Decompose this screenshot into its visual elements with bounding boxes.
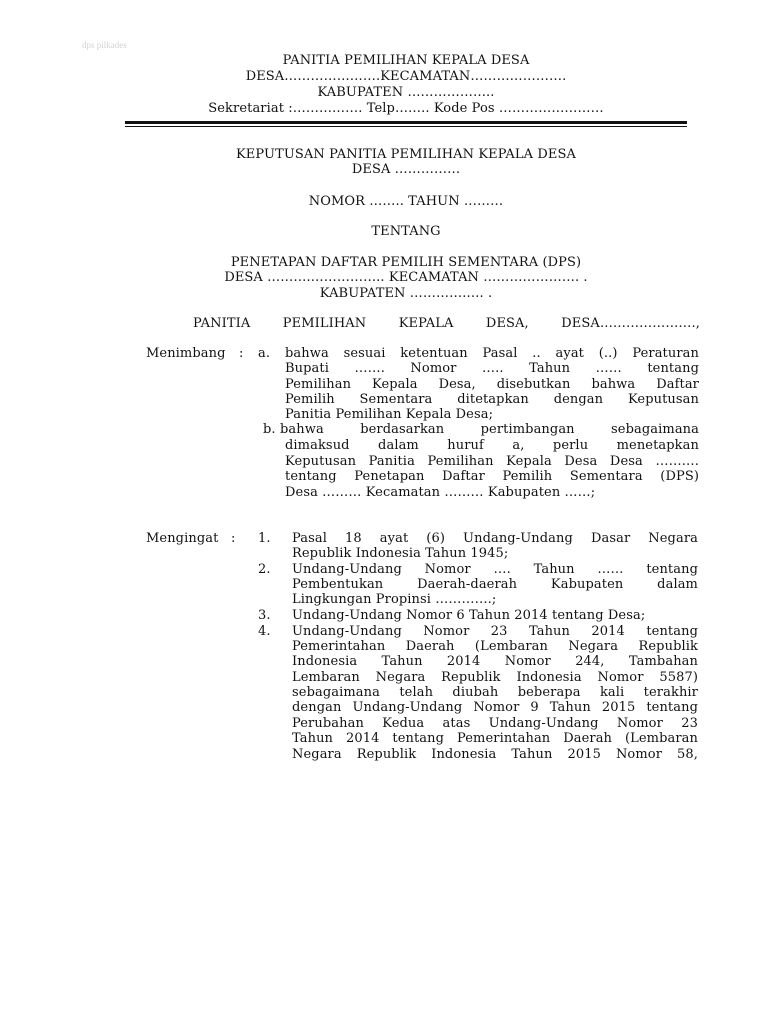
decree-tentang: TENTANG [371, 224, 441, 239]
menimbang-a-line: bahwa sesuai ketentuan Pasal .. ayat (..) Peraturan [285, 346, 699, 361]
mengingat-line: Undang-Undang Nomor …. Tahun …… tentang [292, 562, 698, 577]
letterhead-sekretariat: Sekretariat :……………. Telp…….. Kode Pos …………………… [208, 101, 604, 116]
mengingat-line: Undang-Undang Nomor 23 Tahun 2014 tentang [292, 624, 698, 639]
mengingat-item-marker: 1. [258, 531, 271, 546]
mengingat-line: Negara Republik Indonesia Tahun 2015 Nomor 58, [292, 747, 698, 762]
decree-subject: PENETAPAN DAFTAR PEMILIH SEMENTARA (DPS) [230, 255, 582, 270]
menimbang-b-line: Desa ……… Kecamatan ……… Kabupaten ……; [285, 485, 596, 500]
decree-number: NOMOR …….. TAHUN ……… [308, 194, 504, 209]
decree-desa: DESA …………… [351, 162, 461, 177]
mengingat-line: dengan Undang-Undang Nomor 9 Tahun 2015 tentang [292, 700, 698, 715]
watermark-text: dps pilkades [82, 40, 127, 50]
letterhead-thin-rule [125, 126, 687, 127]
mengingat-line: Pemerintahan Daerah (Lembaran Negara Republik [292, 639, 698, 654]
menimbang-a-line: Panitia Pemilihan Kepala Desa; [285, 407, 494, 422]
menimbang-a-line: Pemilihan Kepala Desa, disebutkan bahwa Daftar [285, 377, 699, 392]
mengingat-line: Indonesia Tahun 2014 Nomor 244, Tambahan [292, 654, 698, 669]
mengingat-line: Perubahan Kedua atas Undang-Undang Nomor 23 [292, 716, 698, 731]
mengingat-line: Pembentukan Daerah-daerah Kabupaten dalam [292, 577, 698, 592]
mengingat-line: Republik Indonesia Tahun 1945; [292, 546, 509, 561]
letterhead-thick-rule [125, 121, 687, 124]
letterhead-title: PANITIA PEMILIHAN KEPALA DESA [282, 53, 530, 68]
decree-subject-desa: DESA ……….…………….. KECAMATAN …………………. . [224, 270, 588, 285]
mengingat-line: sebagaimana telah diubah beberapa kali terakhir [292, 685, 698, 700]
mengingat-item-marker: 3. [258, 608, 271, 623]
mengingat-line: Lembaran Negara Republik Indonesia Nomor 5587) [292, 670, 698, 685]
decree-title: KEPUTUSAN PANITIA PEMILIHAN KEPALA DESA [236, 147, 576, 162]
menimbang-b-line: bahwa berdasarkan pertimbangan sebagaimana [280, 422, 699, 437]
letterhead-desa-kecamatan: DESA………………….KECAMATAN…………………. [245, 69, 567, 84]
letterhead-kabupaten: KABUPATEN ……………….. [317, 85, 495, 100]
mengingat-colon: : [231, 531, 236, 546]
decree-subject-kabupaten: KABUPATEN …………….. . [319, 286, 493, 301]
mengingat-line: Tahun 2014 tentang Pemerintahan Daerah (Lembaran [292, 731, 698, 746]
menimbang-a-line: Bupati ……. Nomor ….. Tahun …… tentang [285, 361, 699, 376]
menimbang-b-line: dimaksud dalam huruf a, perlu menetapkan [285, 438, 699, 453]
menimbang-b-line: Keputusan Panitia Pemilihan Kepala Desa Desa ………. [285, 454, 699, 469]
panitia-heading: PANITIA PEMILIHAN KEPALA DESA, DESA…………………., [193, 316, 700, 331]
menimbang-label: Menimbang [146, 346, 226, 361]
mengingat-item-marker: 2. [258, 562, 271, 577]
menimbang-b-line: tentang Penetapan Daftar Pemilih Sementara (DPS) [285, 469, 699, 484]
menimbang-item-b-marker: b. [263, 422, 276, 437]
menimbang-item-a-marker: a. [258, 346, 271, 361]
mengingat-line: Undang-Undang Nomor 6 Tahun 2014 tentang Desa; [292, 608, 646, 623]
mengingat-line: Lingkungan Propinsi ………….; [292, 592, 497, 607]
mengingat-line: Pasal 18 ayat (6) Undang-Undang Dasar Negara [292, 531, 698, 546]
menimbang-a-line: Pemilih Sementara ditetapkan dengan Keputusan [285, 392, 699, 407]
mengingat-item-marker: 4. [258, 624, 271, 639]
menimbang-colon: : [239, 346, 244, 361]
mengingat-label: Mengingat [146, 531, 219, 546]
